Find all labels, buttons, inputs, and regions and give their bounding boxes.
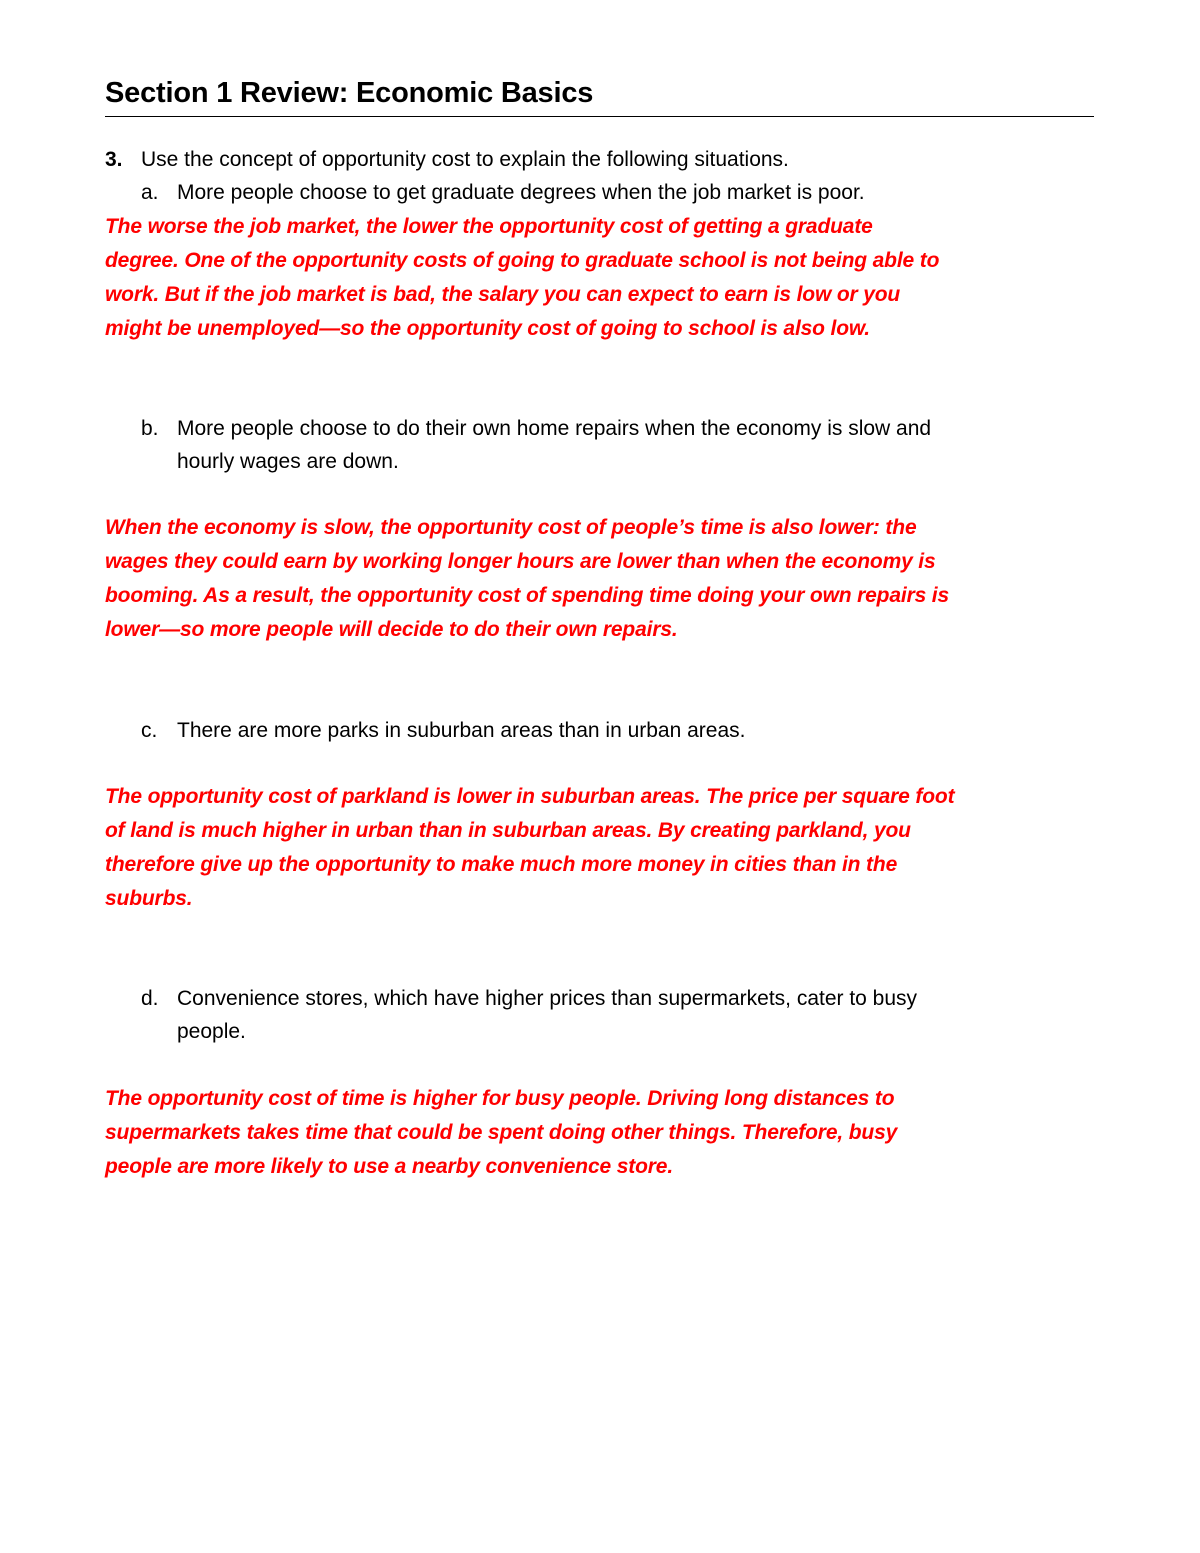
item-d bbox=[141, 982, 1101, 1048]
section-title: Section 1 Review: Economic Basics bbox=[105, 77, 594, 109]
answer-line: of land is much higher in urban than in suburban areas. By creating parkland, you bbox=[105, 819, 911, 842]
answer-line: booming. As a result, the opportunity cost of spending time doing your own repairs is bbox=[105, 584, 950, 607]
question-prompt: Use the concept of opportunity cost to explain the following situations. bbox=[141, 148, 789, 171]
answer-line: work. But if the job market is bad, the salary you can expect to earn is low or you bbox=[105, 283, 901, 306]
answer-line: The opportunity cost of time is higher for busy people. Driving long distances to bbox=[105, 1087, 895, 1110]
item-text-line: There are more parks in suburban areas than in urban areas. bbox=[177, 719, 746, 742]
answer-a bbox=[105, 210, 1100, 346]
answer-b bbox=[105, 511, 1100, 647]
answer-line: people are more likely to use a nearby convenience store. bbox=[105, 1155, 674, 1178]
item-letter: a. bbox=[141, 181, 159, 204]
item-letter: c. bbox=[141, 719, 158, 742]
item-text-line: More people choose to get graduate degrees when the job market is poor. bbox=[177, 181, 865, 204]
answer-line: might be unemployed—so the opportunity cost of going to school is also low. bbox=[105, 317, 870, 340]
answer-line: The opportunity cost of parkland is lower in suburban areas. The price per square foot bbox=[105, 785, 955, 808]
title-underline bbox=[105, 116, 1094, 117]
answer-line: The worse the job market, the lower the opportunity cost of getting a graduate bbox=[105, 215, 873, 238]
answer-line: supermarkets takes time that could be spent doing other things. Therefore, busy bbox=[105, 1121, 898, 1144]
answer-line: degree. One of the opportunity costs of going to graduate school is not being able to bbox=[105, 249, 940, 272]
question-3 bbox=[105, 143, 789, 177]
item-c bbox=[141, 714, 1101, 747]
item-text-line: people. bbox=[177, 1020, 246, 1043]
answer-c bbox=[105, 780, 1100, 916]
item-text-line: hourly wages are down. bbox=[177, 450, 399, 473]
item-b bbox=[141, 412, 1101, 478]
item-text-line: Convenience stores, which have higher prices than supermarkets, cater to busy bbox=[177, 987, 918, 1010]
item-text-line: More people choose to do their own home repairs when the economy is slow and bbox=[177, 417, 932, 440]
item-letter: b. bbox=[141, 417, 159, 440]
answer-line: suburbs. bbox=[105, 887, 193, 910]
item-letter: d. bbox=[141, 987, 159, 1010]
answer-d bbox=[105, 1082, 1100, 1184]
answer-line: wages they could earn by working longer hours are lower than when the economy is bbox=[105, 550, 936, 573]
question-number: 3. bbox=[105, 148, 123, 171]
item-a bbox=[141, 176, 1101, 209]
answer-line: therefore give up the opportunity to make much more money in cities than in the bbox=[105, 853, 898, 876]
answer-line: lower—so more people will decide to do their own repairs. bbox=[105, 618, 678, 641]
answer-line: When the economy is slow, the opportunity cost of people’s time is also lower: the bbox=[105, 516, 917, 539]
